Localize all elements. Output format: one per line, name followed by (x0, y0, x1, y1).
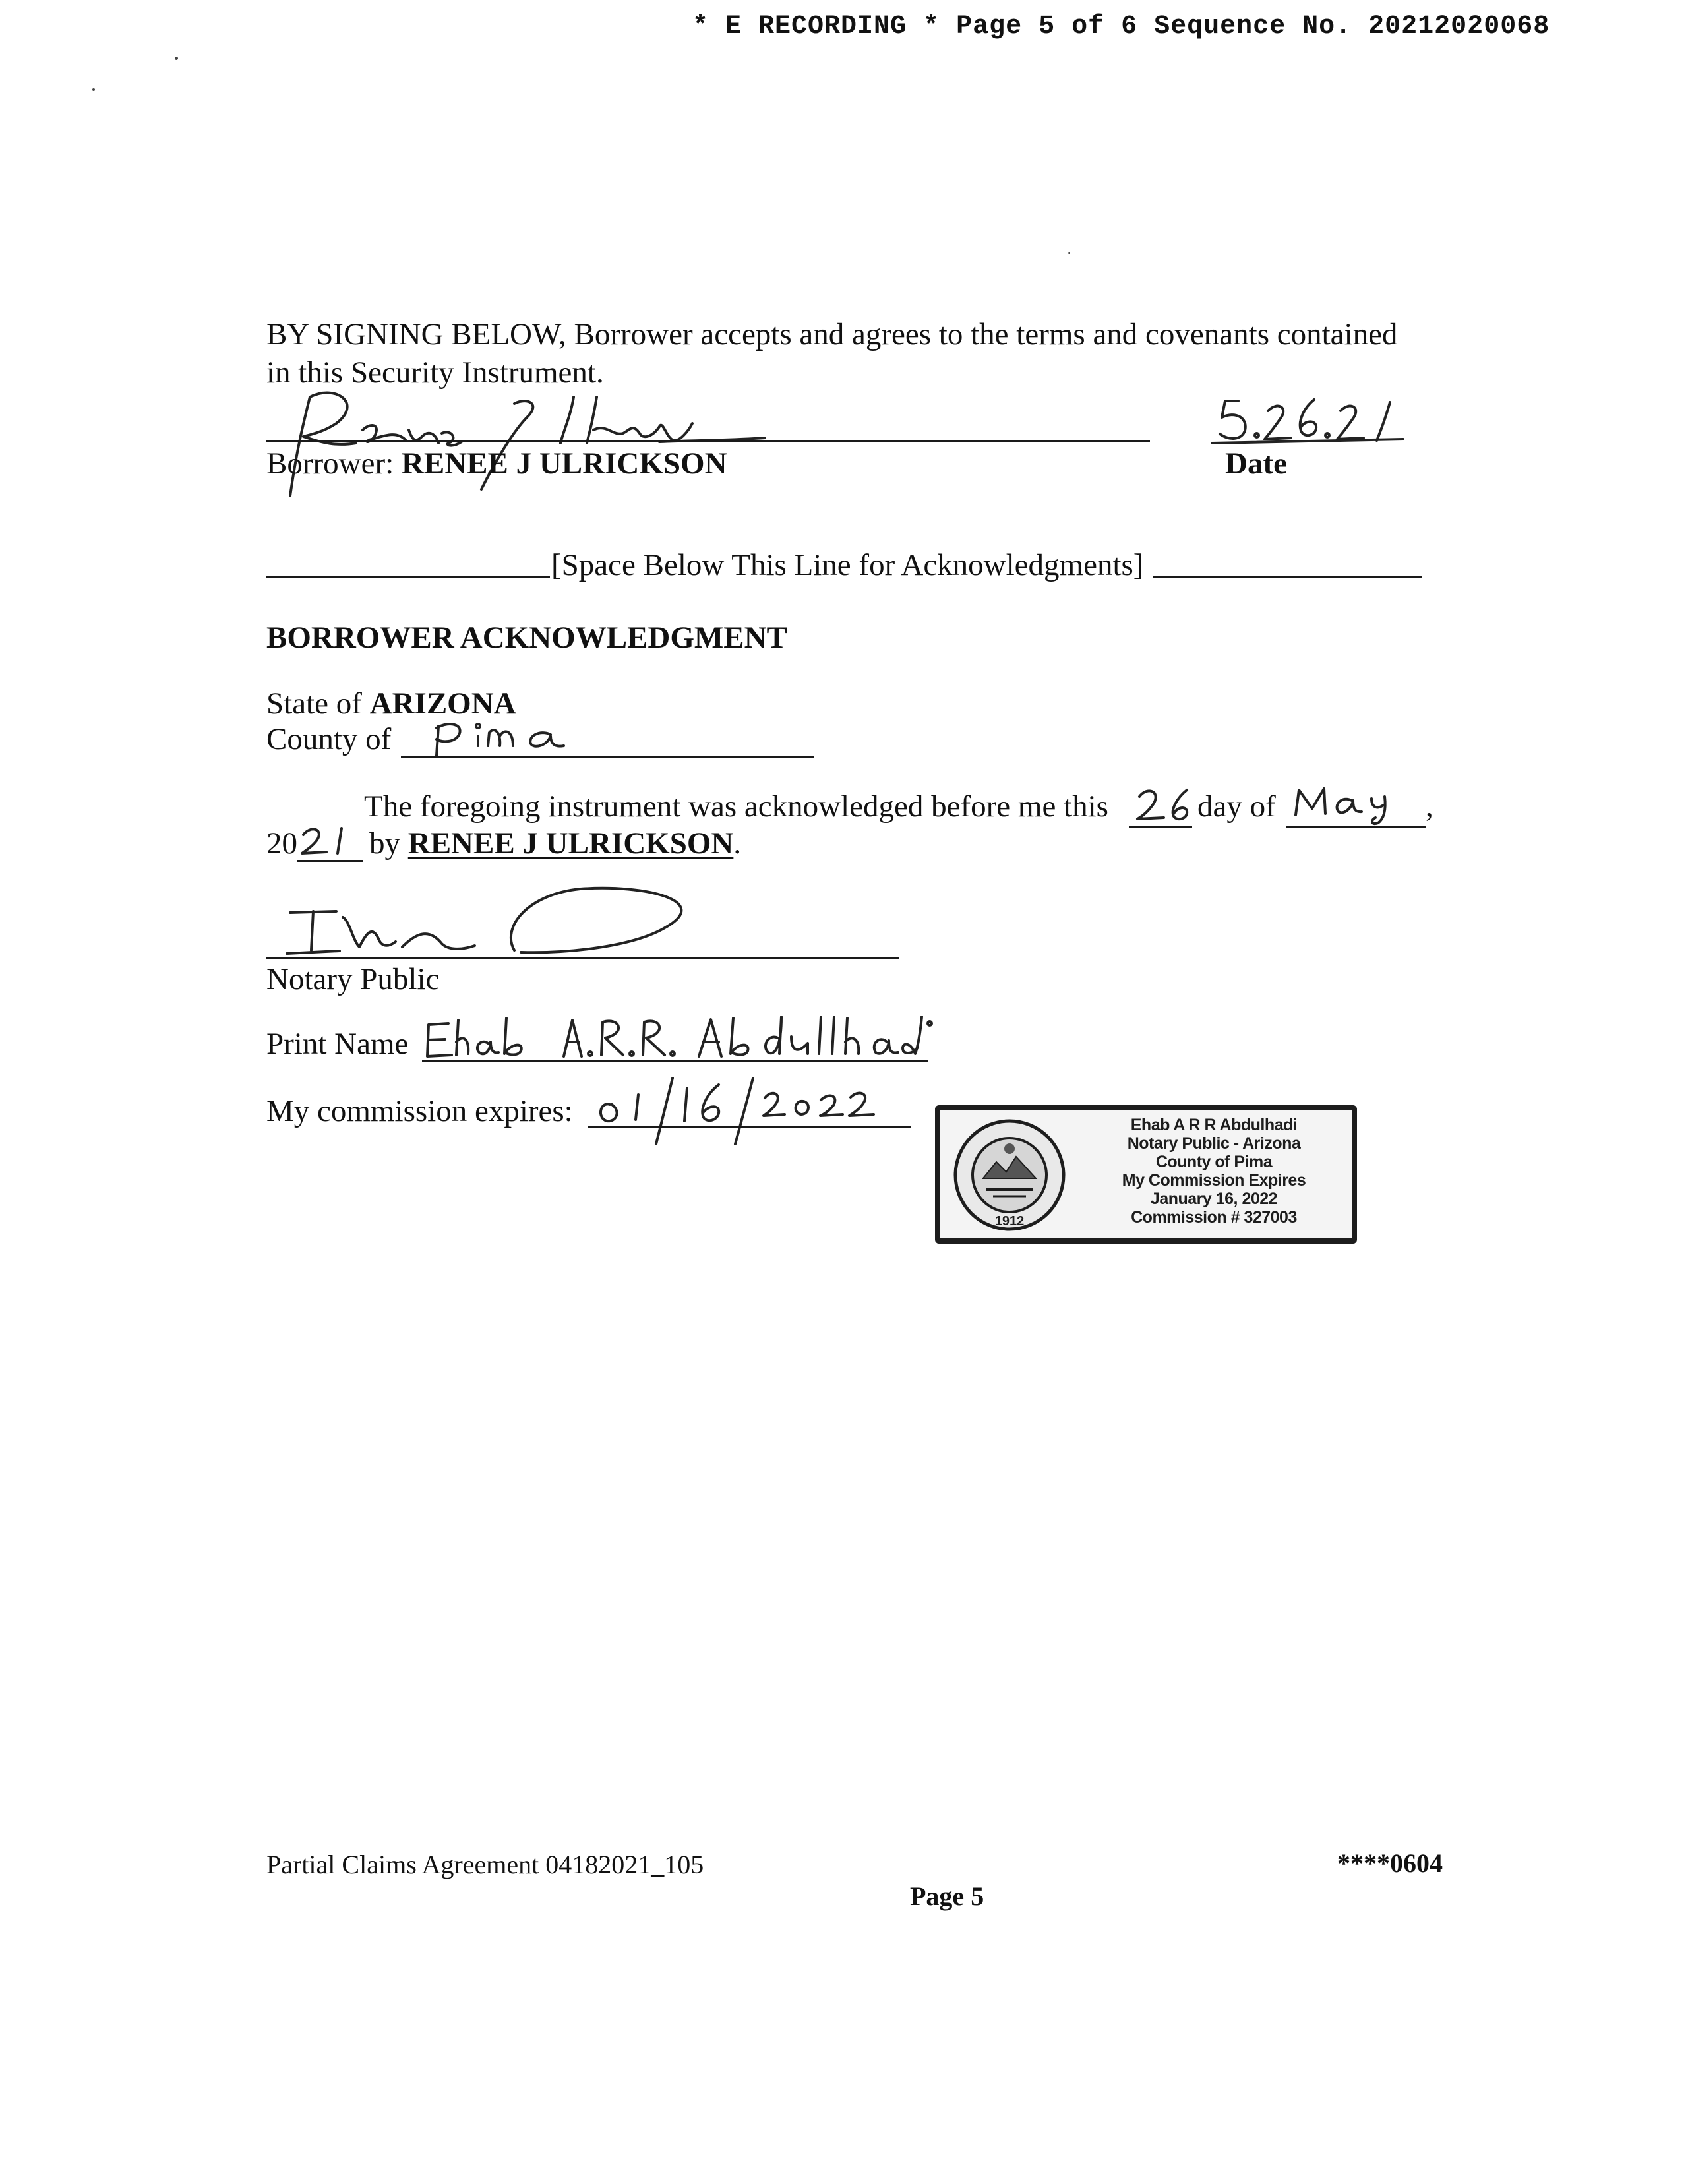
seal-year: 1912 (994, 1214, 1025, 1228)
scan-speck (92, 88, 95, 91)
acknowledged-name: RENEE J ULRICKSON (407, 826, 734, 861)
arizona-state-seal-emblem (947, 1116, 1072, 1234)
footer-page-number: Page 5 (910, 1881, 984, 1911)
notary-seal (935, 1105, 1357, 1244)
signing-statement-line1: BY SIGNING BELOW, Borrower accepts and agrees to the terms and covenants contained (266, 317, 1398, 351)
state-line (266, 688, 516, 719)
seal-notary-name: Ehab A R R Abdulhadi (1130, 1116, 1298, 1134)
print-name-handwritten (422, 1010, 936, 1063)
recording-header: * E RECORDING * Page 5 of 6 Sequence No. 20212020068 (692, 12, 1550, 42)
notary-signature (277, 881, 725, 960)
day-handwritten (1134, 785, 1193, 824)
acknowledged-by-line (369, 828, 741, 859)
seal-expiry-date: January 16, 2022 (1150, 1190, 1278, 1208)
borrower-name: RENEE J ULRICKSON (401, 446, 727, 481)
seal-notary-title: Notary Public - Arizona (1127, 1134, 1301, 1153)
date-handwritten (1212, 394, 1410, 447)
month-comma: , (1426, 789, 1433, 824)
foregoing-text: The foregoing instrument was acknowledged before me this (364, 789, 1108, 824)
county-blank-line (401, 756, 814, 758)
notary-public-label: Notary Public (266, 962, 440, 996)
acknowledgment-heading: BORROWER ACKNOWLEDGMENT (266, 621, 787, 655)
month-handwritten (1292, 782, 1404, 828)
footer-account-mask: ****0604 (1337, 1848, 1443, 1878)
print-name-label: Print Name (266, 1027, 409, 1061)
day-blank-line (1129, 826, 1192, 828)
state-label: State of (266, 686, 370, 721)
separator-line-left (266, 576, 550, 578)
borrower-signature (264, 377, 791, 502)
notary-signature-line (266, 957, 899, 959)
borrower-caption (266, 448, 727, 479)
seal-county: County of Pima (1155, 1153, 1273, 1171)
month-blank-line (1286, 826, 1426, 828)
scan-speck (1068, 252, 1070, 254)
scan-speck (175, 57, 178, 60)
state-value: ARIZONA (369, 686, 516, 721)
print-name-blank-line (422, 1060, 928, 1062)
footer-document-id: Partial Claims Agreement 04182021_105 (266, 1850, 704, 1879)
sentence-period: . (733, 826, 742, 861)
seal-commission-number: Commission # 327003 (1131, 1208, 1297, 1227)
commission-date-blank-line (588, 1126, 911, 1128)
borrower-signature-line (266, 440, 1150, 442)
day-of-label: day of (1197, 789, 1276, 824)
seal-expiry-label: My Commission Expires (1122, 1171, 1306, 1190)
by-label: by (369, 826, 400, 861)
borrower-label: Borrower: (266, 446, 402, 481)
year-blank-line (297, 860, 363, 862)
commission-expires-label: My commission expires: (266, 1094, 573, 1128)
separator-line-right (1153, 576, 1422, 578)
date-label: Date (1225, 446, 1287, 481)
acknowledgments-separator: [Space Below This Line for Acknowledgments] (551, 548, 1144, 582)
year-handwritten (297, 820, 356, 860)
seal-text-block (1075, 1116, 1352, 1227)
county-label: County of (266, 722, 392, 756)
signing-statement-line2: in this Security Instrument. (266, 355, 604, 390)
year-prefix: 20 (266, 826, 297, 861)
commission-date-handwritten (580, 1075, 910, 1147)
